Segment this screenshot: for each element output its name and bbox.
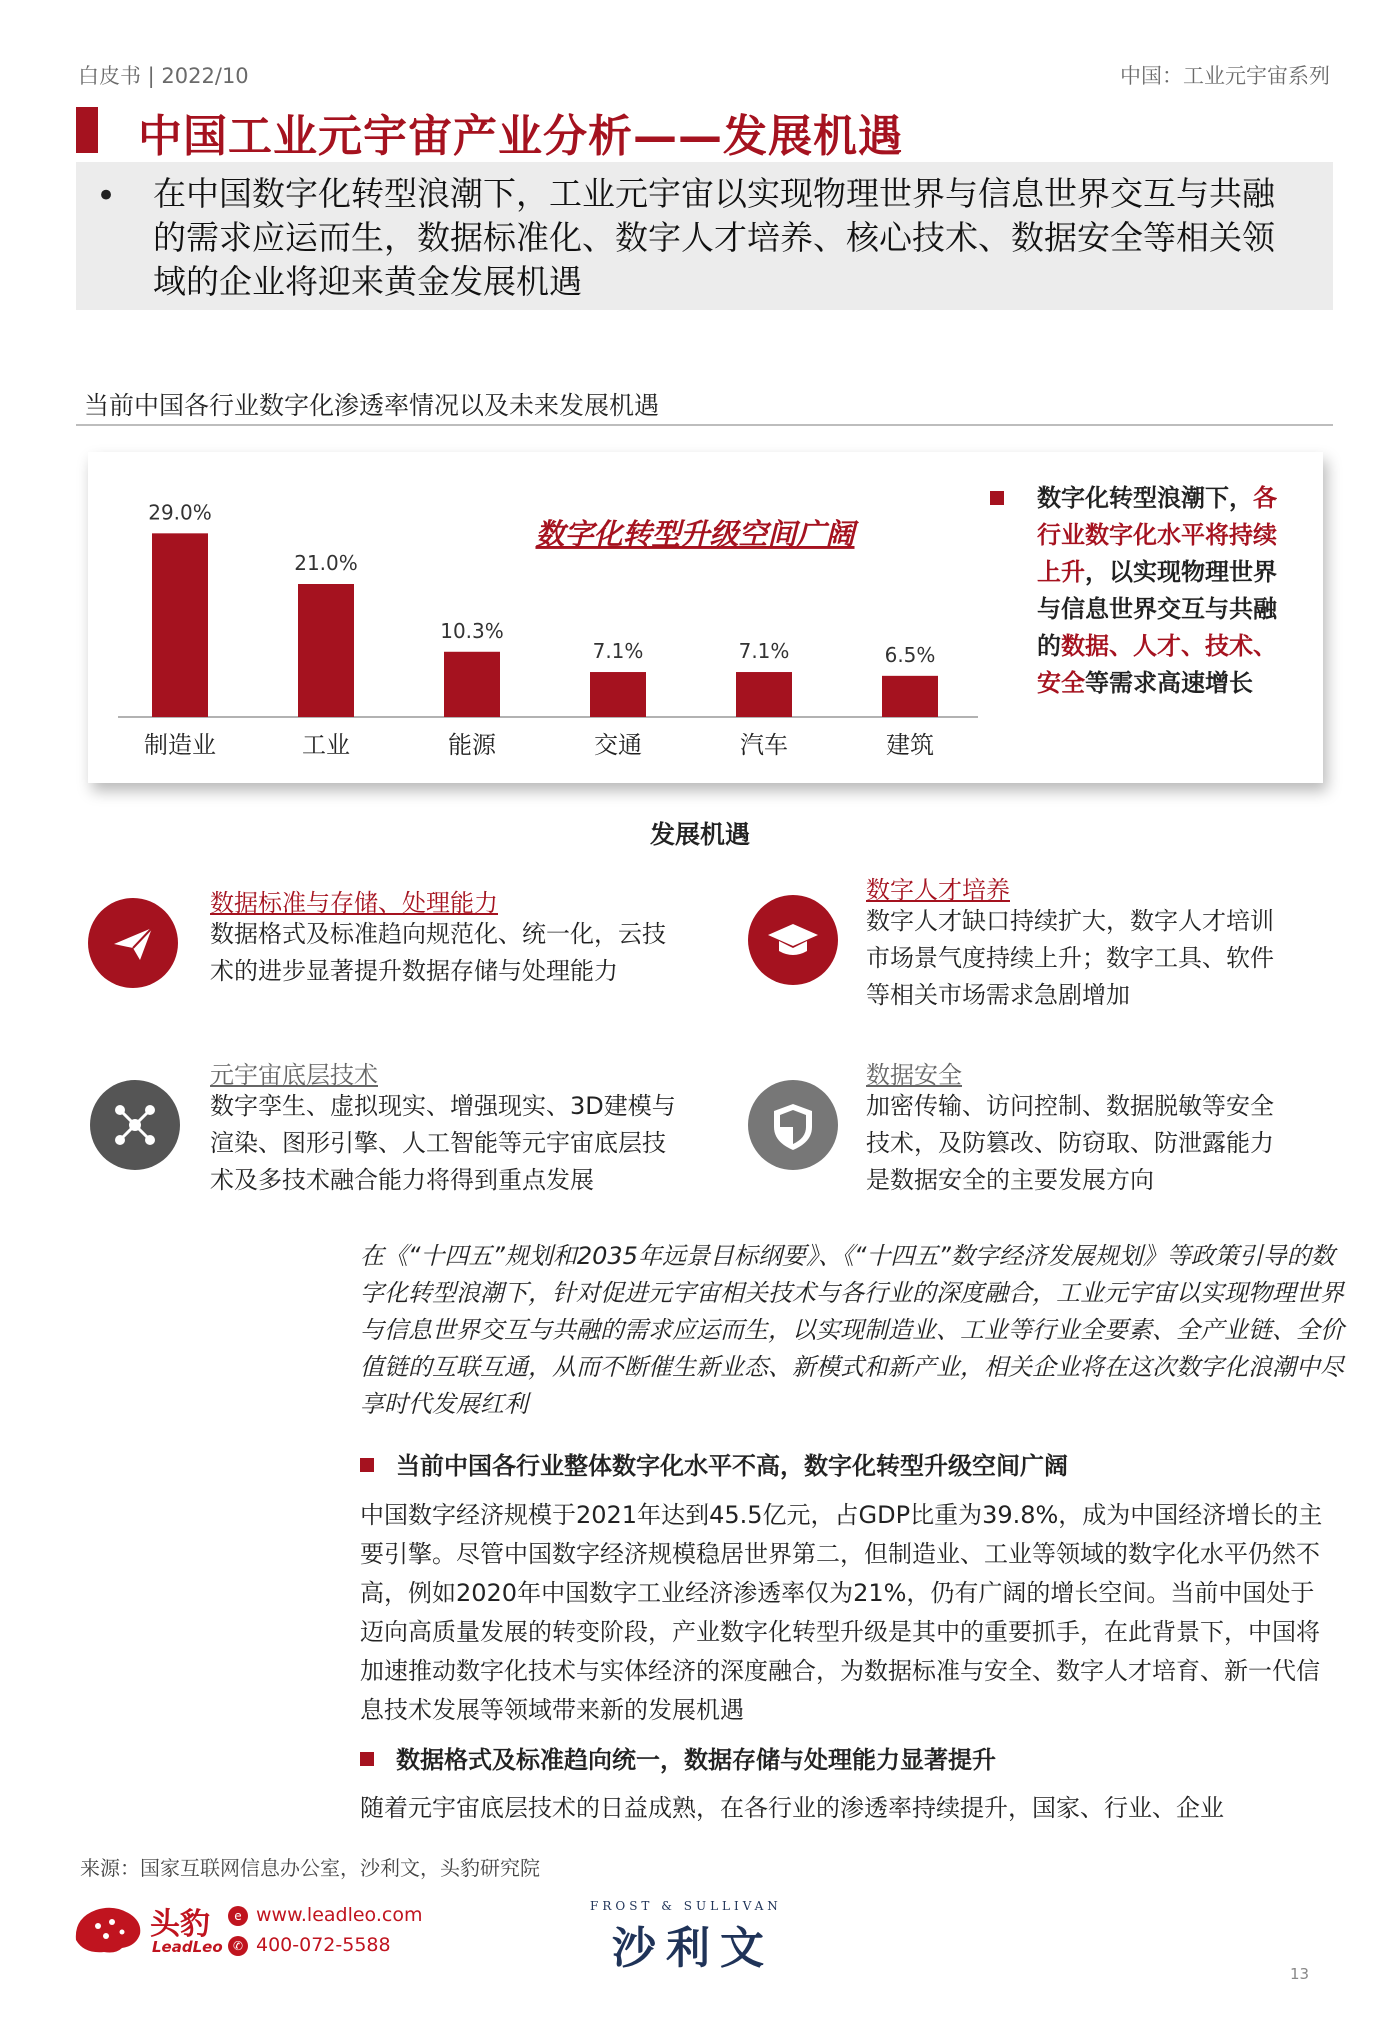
- bar-value-label: 7.1%: [592, 639, 644, 664]
- opportunity-heading-security: 数据安全: [866, 1061, 962, 1089]
- bar: [152, 533, 208, 717]
- graduation-cap-icon: [748, 895, 838, 985]
- website-link[interactable]: e www.leadleo.com: [228, 1904, 422, 1926]
- bar: [590, 672, 646, 717]
- side-note-bullet: [990, 491, 1004, 505]
- series-label: 中国：工业元宇宙系列: [1120, 64, 1330, 88]
- bar: [298, 584, 354, 717]
- leadleo-logo-en: LeadLeo: [152, 1938, 223, 1956]
- side-note-text-2: ，以实现物理世界与信息世界交互与共融的: [1037, 558, 1277, 660]
- opportunity-body-talent: 数字人才缺口持续扩大，数字人才培训市场景气度持续上升；数字工具、软件等相关市场需求急剧增加: [866, 907, 1274, 1009]
- chart-heading-rule: [76, 424, 1333, 426]
- category-label: 建筑: [886, 731, 934, 759]
- shield-icon: [748, 1080, 838, 1170]
- summary-bullet: •: [96, 176, 117, 216]
- category-label: 能源: [448, 731, 496, 759]
- section-heading-2: 数据格式及标准趋向统一，数据存储与处理能力显著提升: [360, 1740, 996, 1775]
- opportunity-heading-data-standard: 数据标准与存储、处理能力: [210, 889, 498, 917]
- source-note: 来源：国家互联网信息办公室，沙利文，头豹研究院: [80, 1856, 540, 1880]
- side-note-text-1: 数字化转型浪潮下，: [1037, 484, 1253, 512]
- chart-annotation: 数字化转型升级空间广阔: [535, 517, 855, 551]
- leadleo-logo-cn: 头豹: [150, 1907, 210, 1942]
- bar: [444, 652, 500, 717]
- policy-quote: 在《“十四五”规划和2035年远景目标纲要》、《“十四五”数字经济发展规划》等政策引导的数字化转型浪潮下，针对促进元宇宙相关技术与各行业的深度融合，工业元宇宙以实现物理世界与信息世界交互与共融的需求应运而生，以实现制造业、工业等行业全要素、全产业链、全价值链的互联互通，从而不断催生新业态、新模式和新产业，相关企业将在这次数字化浪潮中尽享时代发展红利: [360, 1242, 1344, 1418]
- network-nodes-icon: [90, 1080, 180, 1170]
- bar: [882, 676, 938, 717]
- phone-icon: ✆: [228, 1936, 248, 1956]
- opportunity-body-core-tech: 数字孪生、虚拟现实、增强现实、3D建模与渲染、图形引擎、人工智能等元宇宙底层技术及多技术融合能力将得到重点发展: [210, 1092, 676, 1194]
- section-bullet: [360, 1752, 374, 1766]
- page-number: 13: [1290, 1965, 1310, 1983]
- title-accent-bar: [76, 107, 98, 153]
- bar-value-label: 29.0%: [148, 500, 212, 525]
- category-label: 交通: [594, 731, 642, 759]
- opportunity-body-security: 加密传输、访问控制、数据脱敏等安全技术，及防篡改、防窃取、防泄露能力是数据安全的主要发展方向: [866, 1092, 1274, 1194]
- chart-side-note: [990, 480, 1290, 702]
- leopard-logo-icon: [70, 1898, 146, 1958]
- globe-icon: e: [228, 1906, 248, 1926]
- chart-heading: 当前中国各行业数字化渗透率情况以及未来发展机遇: [84, 391, 660, 420]
- opportunity-heading-talent: 数字人才培养: [866, 876, 1010, 904]
- side-note-highlight-2: 数据、人才、技术、安全: [1037, 632, 1277, 697]
- bar-value-label: 21.0%: [294, 551, 358, 575]
- phone-number: ✆ 400-072-5588: [228, 1934, 391, 1956]
- frost-sullivan-logo-en: FROST & SULLIVAN: [590, 1899, 782, 1913]
- frost-sullivan-logo-cn: 沙利文: [612, 1923, 774, 1974]
- bar: [736, 672, 792, 717]
- opportunities-title: 发展机遇: [649, 820, 750, 849]
- opportunity-heading-core-tech: 元宇宙底层技术: [210, 1061, 378, 1089]
- side-note-highlight-1: 各行业数字化水平将持续上升: [1037, 484, 1277, 586]
- category-label: 汽车: [740, 731, 788, 759]
- section-body-1: 中国数字经济规模于2021年达到45.5亿元，占GDP比重为39.8%，成为中国经济增长的主要引擎。尽管中国数字经济规模稳居世界第二，但制造业、工业等领域的数字化水平仍然不高，例如2020年中国数字工业经济渗透率仅为21%，仍有广阔的增长空间。当前中国处于迈向高质量发展的转变阶段，产业数字化转型升级是其中的重要抓手，在此背景下，中国将加速推动数字化技术与实体经济的深度融合，为数据标准与安全、数字人才培育、新一代信息技术发展等领域带来新的发展机遇: [360, 1501, 1323, 1724]
- section-bullet: [360, 1458, 374, 1472]
- bar-value-label: 10.3%: [440, 618, 504, 643]
- page-title: 中国工业元宇宙产业分析——发展机遇: [138, 111, 903, 162]
- report-type-label: 白皮书 | 2022/10: [78, 64, 249, 88]
- section-body-2: 随着元宇宙底层技术的日益成熟，在各行业的渗透率持续提升，国家、行业、企业: [360, 1794, 1224, 1822]
- section-heading-1: 当前中国各行业整体数字化水平不高，数字化转型升级空间广阔: [360, 1446, 1068, 1481]
- summary-text: 在中国数字化转型浪潮下，工业元宇宙以实现物理世界与信息世界交互与共融的需求应运而生，数据标准化、数字人才培养、核心技术、数据安全等相关领域的企业将迎来黄金发展机遇: [153, 174, 1275, 301]
- bar-value-label: 6.5%: [884, 642, 936, 667]
- bar-value-label: 7.1%: [738, 639, 790, 664]
- opportunity-body-data-standard: 数据格式及标准趋向规范化、统一化，云技术的进步显著提升数据存储与处理能力: [210, 920, 666, 985]
- category-label: 工业: [302, 731, 350, 759]
- category-label: 制造业: [144, 731, 216, 759]
- paper-plane-icon: [88, 898, 178, 988]
- side-note-text-3: 等需求高速增长: [1085, 669, 1253, 697]
